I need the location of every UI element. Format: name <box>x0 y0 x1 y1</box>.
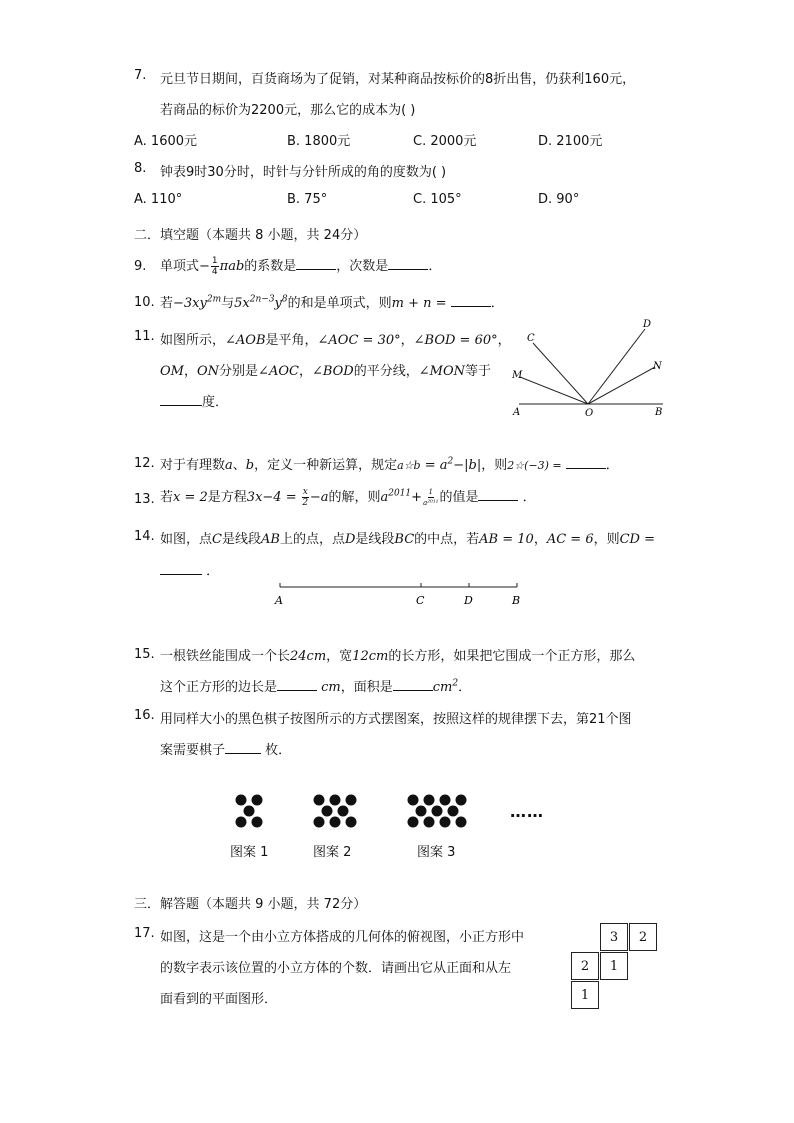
q10-number: 10. <box>134 295 155 310</box>
q16-text-line1: 用同样大小的黑色棋子按图所示的方式摆图案，按照这样的规律摆下去，第21个图 <box>160 712 632 727</box>
label-a: A <box>513 407 521 418</box>
chess-piece <box>346 795 357 806</box>
ray-oc <box>533 343 588 404</box>
pattern-2-caption: 图案 2 <box>313 845 352 860</box>
chess-piece <box>330 795 341 806</box>
chess-piece <box>440 817 451 828</box>
grid-cell: 2 <box>629 923 657 951</box>
q13-fraction-x-over-2: $\frac{x}{2}$ <box>302 487 309 508</box>
q16-text-line2: 案需要棋子 枚． <box>160 743 292 758</box>
q7-option-a: A. 1600元 <box>134 134 198 149</box>
chess-piece <box>322 806 333 817</box>
grid-cell: 2 <box>571 952 599 980</box>
q9-fraction: $\frac{1}{4}$ <box>211 256 218 277</box>
label-b: B <box>655 407 663 418</box>
pattern-3-caption: 图案 3 <box>417 845 456 860</box>
q7-number: 7. <box>134 68 147 83</box>
chess-piece <box>440 795 451 806</box>
chess-piece <box>252 795 263 806</box>
chess-piece <box>236 817 247 828</box>
chess-piece <box>330 817 341 828</box>
q9-blank-coefficient[interactable] <box>296 257 336 270</box>
q12-text: 对于有理数a、b，定义一种新运算，规定a☆b = $a^2-|b|$，则2☆(−3) = ． <box>160 456 619 473</box>
label-m: M <box>512 370 523 381</box>
q8-option-a: A. 110° <box>134 192 183 207</box>
q13-fraction-reciprocal: $\frac{1}{\text{a²⁰¹¹}}$ <box>423 488 439 507</box>
q15-blank-area[interactable] <box>393 678 433 691</box>
grid-cell: 1 <box>600 952 628 980</box>
chess-piece <box>346 817 357 828</box>
q7-text-line2: 若商品的标价为2200元，那么它的成本为( ) <box>160 103 416 118</box>
q15-number: 15. <box>134 647 155 662</box>
q11-angle-figure <box>505 315 675 425</box>
q11-text-line2: OM，ON分别是∠AOC，∠BOD的平分线，∠MON等于 <box>160 364 492 379</box>
q11-text-line3: 度． <box>160 391 228 410</box>
q17-text-line2: 的数字表示该位置的小立方体的个数．请画出它从正面和从左 <box>160 961 512 976</box>
chess-piece <box>408 795 419 806</box>
ray-od <box>588 329 645 404</box>
chess-piece <box>236 795 247 806</box>
q13-text: 若x = 2是方程3x−4 = $\frac{x}{2}$ −a的解，则$a^{2011}+$ $\frac{1}{\text{a²⁰¹¹}}$ 的值是 ． <box>160 487 536 508</box>
label-c: C <box>416 594 425 607</box>
q17-text-line1: 如图，这是一个由小立方体搭成的几何体的俯视图，小正方形中 <box>160 930 525 945</box>
q14-number: 14. <box>134 529 155 544</box>
q9-text: 单项式− $\frac{1}{4}$ πab的系数是 ，次数是 ． <box>160 256 442 277</box>
q7-text-line1: 元旦节日期间，百货商场为了促销，对某种商品按标价的8折出售，仍获利160元， <box>160 72 636 87</box>
chess-piece <box>252 817 263 828</box>
q12-number: 12. <box>134 456 155 471</box>
chess-piece <box>432 806 443 817</box>
chess-piece <box>456 817 467 828</box>
ray-om <box>520 377 588 404</box>
chess-piece <box>416 806 427 817</box>
q8-option-c: C. 105° <box>413 192 462 207</box>
label-a: A <box>275 594 283 607</box>
q9-blank-degree[interactable] <box>388 257 428 270</box>
q17-text-line3: 面看到的平面图形． <box>160 992 278 1007</box>
grid-cell: 1 <box>571 981 599 1009</box>
q13-number: 13. <box>134 492 155 507</box>
q13-blank[interactable] <box>478 488 518 501</box>
chess-piece <box>424 795 435 806</box>
pattern-1 <box>236 795 263 828</box>
q15-blank-side[interactable] <box>277 678 317 691</box>
q7-option-d: D. 2100元 <box>538 134 603 149</box>
section-2-heading: 二．填空题（本题共 8 小题，共 24分） <box>134 228 367 243</box>
q11-text-line1: 如图所示，∠AOB是平角，∠AOC = 30°，∠BOD = 60°， <box>160 333 511 348</box>
q8-option-b: B. 75° <box>287 192 328 207</box>
q15-text-line2: 这个正方形的边长是 cm，面积是 $cm^2$． <box>160 678 472 695</box>
q9-number: 9. <box>134 259 147 274</box>
q14-text-line2: ． <box>160 560 219 579</box>
chess-piece <box>338 806 349 817</box>
label-d: D <box>643 319 652 330</box>
q15-text-line1: 一根铁丝能围成一个长24cm，宽12cm的长方形，如果把它围成一个正方形，那么 <box>160 649 636 664</box>
pattern-3 <box>408 795 467 828</box>
q14-blank[interactable] <box>160 562 202 575</box>
q12-blank[interactable] <box>566 456 606 469</box>
chess-piece <box>244 806 255 817</box>
q16-number: 16. <box>134 708 155 723</box>
pattern-2 <box>314 795 357 828</box>
label-c: C <box>527 333 535 344</box>
q11-blank[interactable] <box>160 393 202 406</box>
chess-piece <box>408 817 419 828</box>
section-3-heading: 三．解答题（本题共 9 小题，共 72分） <box>134 897 367 912</box>
ray-on <box>588 367 655 404</box>
q11-number: 11. <box>134 329 155 344</box>
chess-piece <box>456 795 467 806</box>
chess-piece <box>314 817 325 828</box>
chess-piece <box>424 817 435 828</box>
q14-text-line1: 如图，点C是线段AB上的点，点D是线段BC的中点，若AB = 10，AC = 6，则CD = <box>160 532 656 547</box>
q8-option-d: D. 90° <box>538 192 580 207</box>
q7-option-c: C. 2000元 <box>413 134 477 149</box>
chess-piece <box>314 795 325 806</box>
pattern-ellipsis: …… <box>510 802 544 821</box>
q10-blank[interactable] <box>451 294 491 307</box>
label-b: B <box>512 594 521 607</box>
label-n: N <box>653 361 662 372</box>
q14-segment-figure <box>270 580 530 610</box>
q16-blank[interactable] <box>225 741 261 754</box>
grid-cell: 3 <box>600 923 628 951</box>
chess-piece <box>448 806 459 817</box>
q7-option-b: B. 1800元 <box>287 134 351 149</box>
label-o: O <box>585 408 594 419</box>
label-d: D <box>464 594 473 607</box>
q17-number: 17. <box>134 926 155 941</box>
q8-text: 钟表9时30分时，时针与分针所成的角的度数为( ) <box>160 165 447 180</box>
pattern-1-caption: 图案 1 <box>230 845 269 860</box>
q10-text: 若$-3xy^{2m}$与$5x^{2n-3}y^8$的和是单项式，则m + n = ． <box>160 294 504 311</box>
q8-number: 8. <box>134 161 147 176</box>
